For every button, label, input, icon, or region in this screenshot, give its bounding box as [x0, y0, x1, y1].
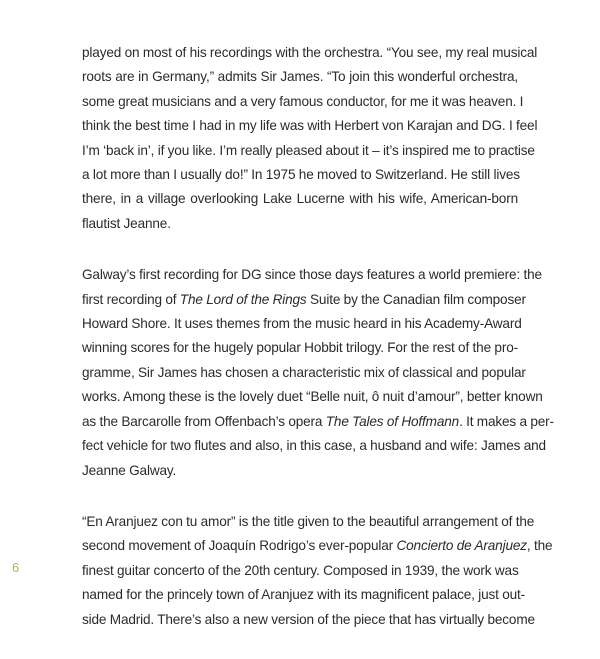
- text-column: [82, 41, 554, 659]
- text-line: I’m ‘back in’, if you like. I’m really pleased about it – it’s inspired me to practise: [82, 142, 535, 158]
- text-line: think the best time I had in my life was with Herbert von Karajan and DG. I feel: [82, 118, 538, 134]
- text-run: second movement of Joaquín Rodrigo’s ever-popular: [82, 538, 397, 554]
- text-line: roots are in Germany,” admits Sir James. “To join this wonderful orchestra,: [82, 69, 518, 85]
- text-run: . It makes a per-: [459, 413, 554, 429]
- text-line: winning scores for the hugely popular Hobbit trilogy. For the rest of the pro-: [82, 340, 518, 356]
- text-line: finest guitar concerto of the 20th century. Composed in 1939, the work was: [82, 562, 519, 578]
- text-run: first recording of: [82, 291, 180, 307]
- paragraph-3: [82, 510, 553, 632]
- text-run: as the Barcarolle from Offenbach’s opera: [82, 413, 326, 429]
- text-line: played on most of his recordings with the orchestra. “You see, my real musical: [82, 45, 538, 60]
- text-line: gramme, Sir James has chosen a characteristic mix of classical and popular: [82, 364, 526, 380]
- text-line: fect vehicle for two flutes and also, in this case, a husband and wife: James and: [82, 438, 546, 454]
- work-title-italic: Concierto de Aranjuez: [396, 538, 527, 554]
- text-line: some great musicians and a very famous conductor, for me it was heaven. I: [82, 93, 524, 109]
- text-run: Suite by the Canadian film composer: [306, 291, 526, 307]
- page-number: 6: [12, 560, 20, 575]
- text-line: [82, 534, 553, 558]
- paragraph-1: [82, 41, 538, 236]
- text-line: [82, 410, 554, 434]
- text-line: works. Among these is the lovely duet “Belle nuit, ô nuit d’amour”, better known: [82, 389, 543, 405]
- text-line: side Madrid. There’s also a new version of the piece that has virtually become: [82, 611, 535, 627]
- text-line: Howard Shore. It uses themes from the music heard in his Academy-Award: [82, 316, 522, 332]
- work-title-italic: The Lord of the Rings: [179, 291, 307, 307]
- text-line: [82, 288, 526, 312]
- text-line: Jeanne Galway.: [82, 462, 177, 478]
- text-line: Galway’s first recording for DG since those days features a world premiere: the: [82, 267, 542, 283]
- paragraph-2: [82, 263, 554, 483]
- text-line: there, in a village overlooking Lake Lucerne with his wife, American-born: [82, 191, 518, 207]
- text-line: flautist Jeanne.: [82, 215, 171, 231]
- text-line: a lot more than I usually do!” In 1975 he moved to Switzerland. He still lives: [82, 167, 520, 183]
- text-run: , the: [526, 538, 553, 554]
- text-line: named for the princely town of Aranjuez with its magnificent palace, just out-: [82, 587, 526, 603]
- work-title-italic: The Tales of Hoffmann: [325, 413, 460, 429]
- text-line: “En Aranjuez con tu amor” is the title given to the beautiful arrangement of the: [82, 513, 535, 529]
